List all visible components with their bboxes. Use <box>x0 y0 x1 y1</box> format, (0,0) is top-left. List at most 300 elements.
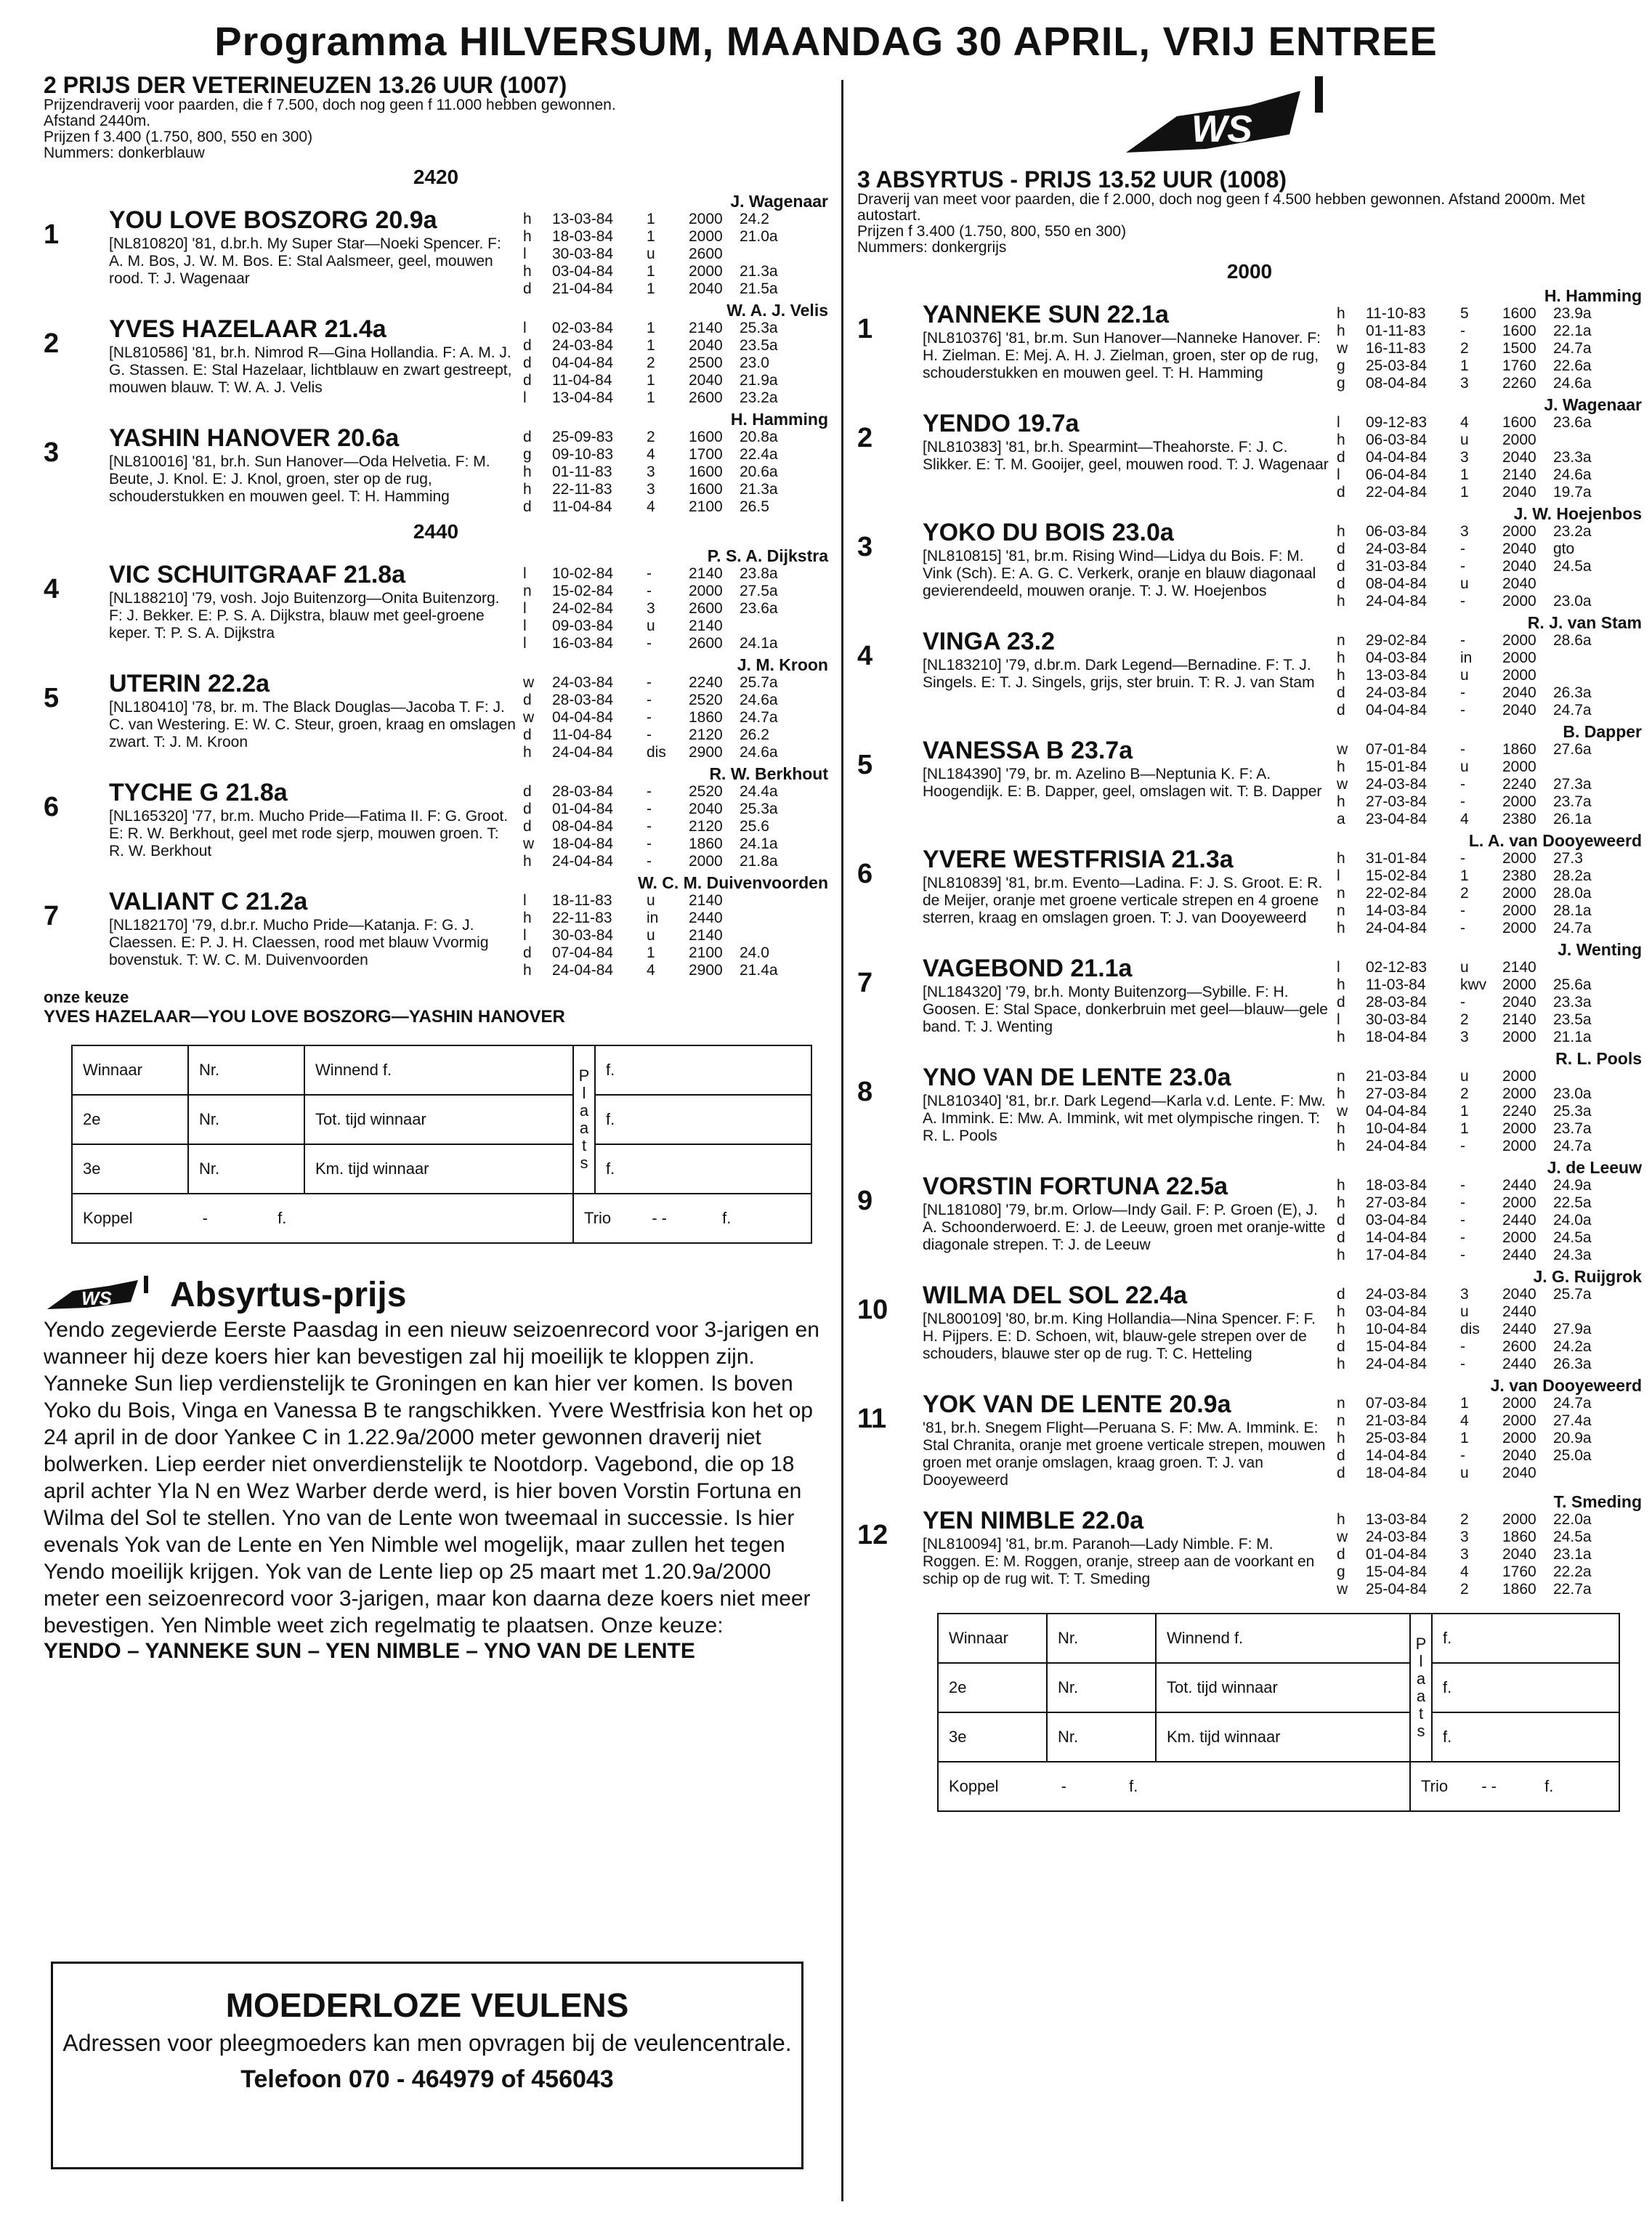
result-cell: 08-04-84 <box>1366 575 1428 592</box>
result-cell: 10-04-84 <box>1366 1321 1428 1337</box>
result-cell: 22.6a <box>1553 357 1592 374</box>
result-cell: 14-04-84 <box>1366 1229 1428 1246</box>
horse-name: YOU LOVE BOSZORG 20.9a <box>109 206 437 234</box>
result-cell: 1 <box>647 263 655 280</box>
result-row <box>1337 340 1642 357</box>
result-cell: 23.8a <box>740 565 778 582</box>
horse-results <box>1337 1510 1642 1598</box>
result-cell: h <box>1337 1303 1345 1320</box>
result-cell: 21-04-84 <box>552 280 614 297</box>
horse-number: 1 <box>44 219 60 250</box>
result-cell: 21.9a <box>740 372 778 389</box>
result-cell: h <box>1337 523 1345 540</box>
result-cell <box>1553 649 1619 667</box>
result-cell: d <box>1337 1465 1345 1481</box>
result-cell: 22.4a <box>740 446 778 463</box>
race2-heading: 2 PRIJS DER VETERINEUZEN 13.26 UUR (1007) <box>44 72 567 98</box>
result-row <box>523 263 828 280</box>
result-cell: 24.5a <box>1553 1229 1592 1246</box>
result-cell: h <box>1337 1120 1345 1137</box>
result-cell: 1 <box>647 228 655 245</box>
result-cell: 2000 <box>1502 1229 1536 1246</box>
result-row <box>1337 1011 1642 1029</box>
result-cell: 24.6a <box>740 744 778 761</box>
result-cell: 25-03-84 <box>1366 1430 1428 1446</box>
km-tijd-cell: Km. tijd winnaar <box>1156 1712 1410 1762</box>
result-cell: 04-04-84 <box>1366 449 1428 466</box>
result-cell: 04-04-84 <box>552 709 614 726</box>
result-row <box>1337 1465 1642 1482</box>
result-row <box>523 337 828 355</box>
result-cell: - <box>647 801 652 817</box>
result-cell: 3 <box>1460 1029 1469 1045</box>
horse-results <box>1337 413 1642 501</box>
result-cell: 28.1a <box>1553 902 1592 919</box>
result-cell: 1700 <box>689 446 723 463</box>
result-cell: d <box>523 355 532 371</box>
result-cell: 23.0a <box>1553 593 1592 610</box>
horse-name: TYCHE G 21.8a <box>109 779 288 806</box>
result-row <box>523 853 828 870</box>
result-row <box>523 498 828 516</box>
result-cell: 04-04-84 <box>1366 1103 1428 1120</box>
trio-label: Trio <box>1421 1777 1449 1795</box>
result-cell: 22-11-83 <box>552 481 612 498</box>
horse-entry <box>857 397 1642 501</box>
result-cell: 24.7a <box>740 709 778 726</box>
absyrtus-keuze: YENDO – YANNEKE SUN – YEN NIMBLE – YNO VAN DE LENTE <box>44 1639 695 1663</box>
result-cell: 23.7a <box>1553 1120 1592 1137</box>
result-row <box>1337 1430 1642 1447</box>
result-cell: 24.0 <box>740 944 769 961</box>
trio-cell <box>573 1194 811 1243</box>
result-cell <box>740 910 805 927</box>
keuze-text: YVES HAZELAAR—YOU LOVE BOSZORG—YASHIN HANOVER <box>44 1007 565 1027</box>
winnaar-cell: Winnaar <box>938 1614 1047 1663</box>
result-cell: d <box>1337 484 1345 501</box>
result-cell: h <box>1337 850 1345 867</box>
horse-entry <box>44 411 828 516</box>
horse-results <box>523 427 828 516</box>
result-cell: 21.0a <box>740 228 778 245</box>
result-cell: 28.0a <box>1553 885 1592 902</box>
result-cell: 23.0 <box>740 355 769 371</box>
result-row <box>1337 523 1642 541</box>
f-cell: f. <box>595 1045 811 1095</box>
result-row <box>1337 976 1642 994</box>
result-cell: l <box>523 892 527 909</box>
result-cell: 13-03-84 <box>1366 1511 1428 1528</box>
result-cell: g <box>1337 1563 1345 1580</box>
horse-number: 9 <box>857 1186 873 1216</box>
result-row <box>1337 632 1642 649</box>
result-cell: 2000 <box>1502 920 1536 936</box>
result-cell: 1860 <box>689 835 723 852</box>
result-cell: 2 <box>647 429 655 445</box>
horse-name: VIC SCHUITGRAAF 21.8a <box>109 561 406 588</box>
result-cell: 11-03-84 <box>1366 976 1426 993</box>
result-cell: 13-04-84 <box>552 389 614 406</box>
result-cell: 23.5a <box>740 337 778 354</box>
result-cell: 24-03-84 <box>1366 541 1428 557</box>
race2-horses-b <box>44 548 828 979</box>
result-cell: 04-03-84 <box>1366 649 1428 666</box>
trio-dashes: - - <box>1481 1777 1497 1795</box>
result-row <box>1337 1229 1642 1247</box>
result-cell: w <box>1337 741 1348 758</box>
result-cell: 28-03-84 <box>1366 994 1428 1011</box>
result-cell: 2900 <box>689 744 723 761</box>
result-cell: d <box>523 727 532 743</box>
result-cell: h <box>523 481 532 498</box>
horse-trainer: J. de Leeuw <box>1547 1158 1642 1177</box>
result-cell: 1860 <box>1502 1581 1536 1598</box>
result-cell: 11-04-84 <box>552 372 612 389</box>
result-cell: 2000 <box>1502 1120 1536 1137</box>
result-cell: 1 <box>1460 1103 1469 1120</box>
result-row <box>1337 811 1642 828</box>
result-cell: 28-03-84 <box>552 692 614 708</box>
horse-name: YOKO DU BOIS 23.0a <box>923 519 1174 546</box>
result-row <box>1337 758 1642 776</box>
result-cell: u <box>1460 1465 1469 1481</box>
plaats-cell <box>1410 1614 1432 1762</box>
result-row <box>1337 1395 1642 1412</box>
result-cell: 23.3a <box>1553 994 1592 1011</box>
horse-description: [NL810383] '81, br.h. Spearmint—Theahorste. F: J. C. Slikker. E: T. M. Gooijer, geel, mouwen rood. T: J. Wagenaar <box>923 439 1329 473</box>
result-cell: u <box>647 927 655 944</box>
result-cell: 24.3a <box>1553 1247 1592 1263</box>
result-cell: 24.5a <box>1553 558 1592 575</box>
distance-label: 2420 <box>413 166 459 188</box>
result-cell: - <box>1460 793 1465 810</box>
horse-number: 5 <box>44 683 60 713</box>
result-cell: 25.3a <box>740 320 778 336</box>
result-cell: 31-03-84 <box>1366 558 1428 575</box>
result-cell: 2040 <box>1502 684 1536 701</box>
result-cell: 25.3a <box>740 801 778 817</box>
result-cell: 24-04-84 <box>552 853 614 870</box>
result-cell: 2 <box>647 355 655 371</box>
result-cell: g <box>1337 357 1345 374</box>
result-cell: 2000 <box>1502 1395 1536 1412</box>
result-cell: h <box>1337 432 1345 448</box>
result-cell: u <box>647 618 655 634</box>
result-cell: 27.6a <box>1553 741 1592 758</box>
result-row <box>1337 1247 1642 1264</box>
result-cell: 1600 <box>1502 305 1536 322</box>
horse-number: 4 <box>44 574 60 604</box>
result-cell: 21.4a <box>740 962 778 979</box>
koppel-cell <box>938 1762 1410 1811</box>
result-row <box>1337 920 1642 937</box>
result-cell: 10-04-84 <box>1366 1120 1428 1137</box>
result-cell <box>1553 1068 1619 1085</box>
horse-trainer: W. C. M. Duivenvoorden <box>638 873 828 892</box>
horse-trainer: J. Wagenaar <box>1544 395 1642 414</box>
result-cell: h <box>1337 1321 1345 1337</box>
result-cell: 01-04-84 <box>552 801 614 817</box>
result-cell: 25.7a <box>1553 1286 1592 1303</box>
result-cell: d <box>523 498 532 515</box>
horse-description: [NL810376] '81, br.m. Sun Hanover—Nanneke Hanover. F: H. Zielman. E: Mej. A. H. J. Zielman, groen, ster op de rug, schouderstukken en mouwen geel. T: H. Hamming <box>923 330 1321 381</box>
result-cell: d <box>1337 1229 1345 1246</box>
result-cell: 24-02-84 <box>552 600 614 617</box>
result-cell: 1600 <box>689 481 723 498</box>
keuze-label: onze keuze <box>44 988 129 1006</box>
result-cell: n <box>1337 885 1345 902</box>
result-cell: 1500 <box>1502 340 1536 357</box>
result-cell: 22.5a <box>1553 1194 1592 1211</box>
result-cell: u <box>1460 667 1469 684</box>
result-cell: 1 <box>647 944 655 961</box>
horse-number: 1 <box>857 314 873 344</box>
result-cell: 09-03-84 <box>552 618 614 634</box>
result-row <box>1337 1194 1642 1212</box>
result-cell: 2600 <box>1502 1338 1536 1355</box>
result-row <box>523 674 828 692</box>
result-cell: 26.1a <box>1553 811 1592 827</box>
horse-number: 4 <box>857 641 873 671</box>
result-cell: 07-01-84 <box>1366 741 1428 758</box>
result-cell: 26.3a <box>1553 684 1592 701</box>
nr-cell: Nr. <box>1047 1663 1156 1712</box>
result-cell: 24.2a <box>1553 1338 1592 1355</box>
result-cell: - <box>1460 902 1465 919</box>
result-row <box>1337 1085 1642 1103</box>
result-row <box>523 783 828 801</box>
result-cell: - <box>647 583 652 599</box>
result-cell: 2600 <box>689 635 723 652</box>
result-cell: 25.0a <box>1553 1447 1592 1464</box>
result-cell: 2140 <box>689 565 723 582</box>
horse-entry <box>857 1051 1642 1155</box>
horse-results <box>523 564 828 652</box>
result-cell: 15-02-84 <box>552 583 614 599</box>
result-row <box>1337 1120 1642 1138</box>
result-cell <box>740 618 805 635</box>
horse-description: [NL810586] '81, br.h. Nimrod R—Gina Hollandia. F: A. M. J. G. Stassen. E: Stal Hazelaar, lichtblauw en zwart gestreept, mouwen blauw. T: W. A. J. Velis <box>109 344 512 396</box>
horse-name: YEN NIMBLE 22.0a <box>923 1507 1144 1534</box>
result-cell: w <box>523 709 535 726</box>
horse-description: [NL810094] '81, br.m. Paranoh—Lady Nimble. F: M. Roggen. E: M. Roggen, oranje, streep aan de voorkant en schip op de rug wit. T: T. Smeding <box>923 1536 1315 1587</box>
horse-name: VAGEBOND 21.1a <box>923 955 1133 982</box>
result-row <box>523 600 828 618</box>
result-cell: - <box>1460 1338 1465 1355</box>
result-cell: 4 <box>1460 414 1469 431</box>
result-cell: d <box>1337 1286 1345 1303</box>
result-row <box>523 320 828 337</box>
result-cell: 2600 <box>689 600 723 617</box>
horse-trainer: R. J. van Stam <box>1527 613 1642 632</box>
result-cell: 15-02-84 <box>1366 867 1428 884</box>
result-cell: l <box>523 927 527 944</box>
result-cell: u <box>1460 575 1469 592</box>
result-cell: 23-04-84 <box>1366 811 1428 827</box>
result-cell: 2000 <box>1502 1029 1536 1045</box>
horse-trainer: R. W. Berkhout <box>709 764 828 783</box>
page-title: Programma HILVERSUM, MAANDAG 30 APRIL, VRIJ ENTREE <box>214 18 1438 64</box>
result-cell: 03-04-84 <box>1366 1212 1428 1229</box>
result-row <box>1337 575 1642 593</box>
result-cell: h <box>1337 1247 1345 1263</box>
result-cell: 20.6a <box>740 464 778 480</box>
result-cell: 24.5a <box>1553 1529 1592 1545</box>
result-cell: 1600 <box>689 464 723 480</box>
horse-number: 10 <box>857 1295 888 1325</box>
box-heading: MOEDERLOZE VEULENS <box>225 1986 629 2024</box>
result-cell: l <box>1337 1011 1340 1028</box>
result-row <box>523 618 828 635</box>
horse-trainer: P. S. A. Dijkstra <box>707 546 828 565</box>
result-cell: d <box>1337 541 1345 557</box>
result-cell: n <box>1337 1068 1345 1085</box>
result-cell: 2440 <box>1502 1247 1536 1263</box>
result-cell: 2040 <box>1502 484 1536 501</box>
result-cell: 04-04-84 <box>1366 702 1428 719</box>
result-cell: 2 <box>1460 1085 1469 1102</box>
result-cell: 2000 <box>689 228 723 245</box>
result-cell: 21-03-84 <box>1366 1412 1428 1429</box>
horse-trainer: J. van Dooyeweerd <box>1490 1376 1642 1395</box>
result-cell: 20.9a <box>1553 1430 1592 1446</box>
result-cell: 2000 <box>689 853 723 870</box>
result-cell <box>1553 575 1619 593</box>
result-row <box>1337 1068 1642 1085</box>
trio-f: f. <box>722 1209 732 1227</box>
result-cell: 25-09-83 <box>552 429 614 445</box>
result-cell: 2440 <box>1502 1212 1536 1229</box>
result-cell: 21-03-84 <box>1366 1068 1428 1085</box>
result-cell: 23.5a <box>1553 1011 1592 1028</box>
result-cell: 3 <box>647 600 655 617</box>
result-cell: in <box>1460 649 1473 666</box>
result-cell: n <box>523 583 532 599</box>
result-cell: h <box>1337 667 1345 684</box>
horse-results <box>1337 740 1642 828</box>
result-cell: n <box>1337 1412 1345 1429</box>
result-cell: 24-04-84 <box>552 744 614 761</box>
result-cell <box>1553 667 1619 684</box>
koppel-label: Koppel <box>949 1777 999 1795</box>
result-cell: 2000 <box>1502 885 1536 902</box>
result-row <box>1337 1356 1642 1373</box>
horse-entry <box>857 833 1642 937</box>
horse-trainer: J. G. Ruijgrok <box>1533 1267 1642 1286</box>
result-cell: 2040 <box>689 337 723 354</box>
result-cell: 2140 <box>689 618 723 634</box>
result-cell: 24-03-84 <box>1366 1286 1428 1303</box>
result-cell: 1 <box>1460 1430 1469 1446</box>
result-cell: 30-03-84 <box>552 246 614 262</box>
result-cell: l <box>523 565 527 582</box>
result-cell: 31-01-84 <box>1366 850 1428 867</box>
horse-trainer: H. Hamming <box>1544 286 1642 305</box>
result-cell: - <box>1460 323 1465 339</box>
result-cell: 21.5a <box>740 280 778 297</box>
result-row <box>1337 305 1642 323</box>
result-cell: 2000 <box>1502 632 1536 649</box>
result-cell: l <box>523 635 527 652</box>
result-cell: h <box>523 853 532 870</box>
result-cell: d <box>523 337 532 354</box>
result-cell: gto <box>1553 541 1575 557</box>
result-row <box>1337 867 1642 885</box>
horse-description: [NL184390] '79, br. m. Azelino B—Neptunia K. F: A. Hoogendijk. E: B. Dapper, geel, omslagen wit. T: B. Dapper <box>923 766 1322 800</box>
result-cell: 25.3a <box>1553 1103 1592 1120</box>
result-cell: 3 <box>1460 1529 1469 1545</box>
result-cell: 1 <box>1460 484 1469 501</box>
result-row <box>1337 1581 1642 1598</box>
horse-entry <box>44 548 828 652</box>
horse-trainer: R. L. Pools <box>1555 1049 1642 1068</box>
race-info-line: Afstand 2440m. <box>44 113 151 129</box>
nr-cell: Nr. <box>188 1144 304 1194</box>
result-cell: 1 <box>1460 1395 1469 1412</box>
horse-results <box>1337 304 1642 392</box>
result-cell: 03-04-84 <box>1366 1303 1428 1320</box>
plaats-cell <box>573 1045 595 1194</box>
result-cell: 2040 <box>1502 1546 1536 1563</box>
horse-name: YVES HAZELAAR 21.4a <box>109 315 386 343</box>
result-cell: 2040 <box>1502 1447 1536 1464</box>
result-cell: 2600 <box>689 389 723 406</box>
result-cell: 2040 <box>1502 702 1536 719</box>
result-row <box>523 910 828 927</box>
result-cell: 21.1a <box>1553 1029 1592 1045</box>
result-cell: 2000 <box>1502 793 1536 810</box>
result-row <box>1337 466 1642 484</box>
result-cell: 2600 <box>689 246 723 262</box>
result-cell: 11-10-83 <box>1366 305 1426 322</box>
result-cell: 23.1a <box>1553 1546 1592 1563</box>
result-cell: n <box>1337 1395 1345 1412</box>
result-cell: 27-03-84 <box>1366 1085 1428 1102</box>
result-cell: 2 <box>1460 1581 1469 1598</box>
result-cell: l <box>523 618 527 634</box>
result-cell: w <box>1337 1529 1348 1545</box>
result-cell: 23.7a <box>1553 793 1592 810</box>
result-cell: h <box>523 228 532 245</box>
race3-heading: 3 ABSYRTUS - PRIJS 13.52 UUR (1008) <box>857 166 1287 193</box>
result-cell: 2500 <box>689 355 723 371</box>
result-cell: 2000 <box>1502 432 1536 448</box>
result-row <box>1337 885 1642 902</box>
result-cell: 16-11-83 <box>1366 340 1426 357</box>
result-row <box>1337 357 1642 375</box>
result-row <box>1337 1338 1642 1356</box>
result-cell: 06-03-84 <box>1366 523 1428 540</box>
nr-cell: Nr. <box>188 1095 304 1144</box>
horse-number: 7 <box>857 968 873 998</box>
horse-entry <box>857 1159 1642 1264</box>
result-cell: 15-01-84 <box>1366 758 1428 775</box>
race-info-line: Prijzendraverij voor paarden, die f 7.500, doch nog geen f 11.000 hebben gewonnen. <box>44 97 616 113</box>
race2-horses-a <box>44 193 828 516</box>
result-cell: 26.2 <box>740 727 769 743</box>
horse-number: 2 <box>857 423 873 453</box>
horse-number: 2 <box>44 328 60 359</box>
result-cell: 18-04-84 <box>552 835 614 852</box>
horse-results <box>523 782 828 870</box>
svg-text:WS: WS <box>1191 108 1252 150</box>
result-row <box>1337 323 1642 340</box>
result-cell: 2140 <box>689 892 723 909</box>
result-cell: u <box>1460 432 1469 448</box>
result-row <box>1337 375 1642 392</box>
result-cell: 2140 <box>1502 959 1536 976</box>
result-cell: 3 <box>1460 1546 1469 1563</box>
